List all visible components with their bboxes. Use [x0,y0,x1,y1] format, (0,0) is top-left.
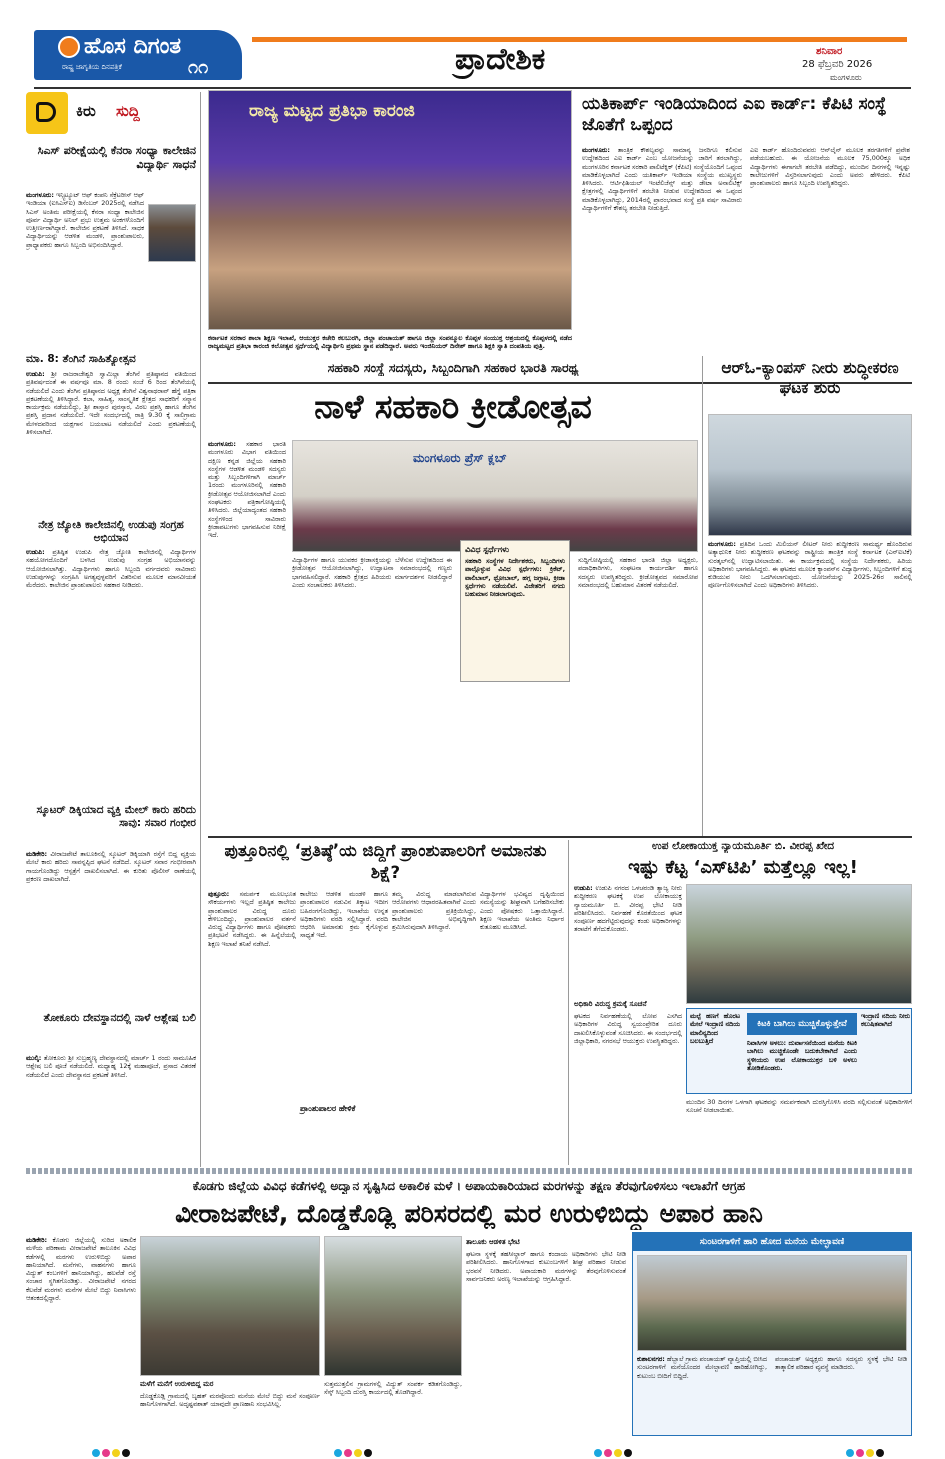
yathi-text-left: ತಾಂತ್ರಿಕ ಕೌಶಲ್ಯವನ್ನು ಸಾಮಾನ್ಯ ಜನರಿಗೂ ಕಲಿಸುವ ಉದ್ದೇಶದಿಂದ ಎಐ ಕಾರ್ಡ್ ಎಂಬ ಯೋಜನೆಯನ್ನು ಜಾರಿಗೆ ತರಲಾಗಿದ್ದು, ಮಂಗಳೂರಿನ ಕರ್ನಾಟಕ ಸರಕಾರಿ ಪಾಲಿಟೆಕ್ನಿಕ್ (ಕೆಪಿಟಿ) ಸಂಸ್ಥೆಯೊಂದಿಗೆ ಒಪ್ಪಂದ ಮಾಡಿಕೊಳ್ಳಲಾಗಿದೆ ಎಂದು ಯತಿಕಾರ್ಪ್ ಇಂಡಿಯಾ ಸಂಸ್ಥೆಯ ಮುಖ್ಯಸ್ಥರು ತಿಳಿಸಿದರು. ಆರ್ಟಿಫಿಶಿಯಲ್ ಇಂಟೆಲಿಜೆನ್ಸ್ ಮತ್ತು ಡೇಟಾ ಅನಾಲಿಟಿಕ್ಸ್ ಕ್ಷೇತ್ರಗಳಲ್ಲಿ ವಿದ್ಯಾರ್ಥಿಗಳಿಗೆ ತರಬೇತಿ ನೀಡುವ ಉದ್ದೇಶದಿಂದ ಈ ಒಪ್ಪಂದ ಮಾಡಿಕೊಳ್ಳಲಾಗಿದ್ದು, 2014ರಲ್ಲಿ ಪ್ರಾರಂಭವಾದ ಸಂಸ್ಥೆ ಪ್ರತಿ ವರ್ಷ ಸಾವಿರಾರು ವಿದ್ಯಾರ್ಥಿಗಳಿಗೆ ಕೌಶಲ್ಯ ತರಬೇತಿ ನೀಡುತ್ತಿದೆ. [582,146,742,213]
kiru-item-1-photo [148,204,196,262]
kodagu-damage-photo-1 [140,1236,320,1376]
mid-column-divider [702,356,703,836]
kiru-suddi-column [26,92,196,1167]
kodagu-damage-photo-2 [324,1236,462,1376]
puttur-body-d: ವಿದ್ಯಾರ್ಥಿಗಳ ಭವಿಷ್ಯದ ದೃಷ್ಟಿಯಿಂದ ಸಮಸ್ಯೆಯನ್ನು ಶೀಘ್ರವಾಗಿ ಬಗೆಹರಿಸಬೇಕು ಎಂದು ಪೋಷಕರು ಒತ್ತಾಯಿಸಿದ್ದಾರೆ. ಶಿಕ್ಷಣ ಇಲಾಖೆಯ ಅಂತಿಮ ನಿರ್ಧಾರ ಕುತೂಹಲ ಮೂಡಿಸಿದೆ. [480,890,564,932]
yathi-body-left [582,146,742,374]
ro-text: ಪ್ರತಿದಿನ ಒಂದು ಮಿಲಿಯನ್ ಲೀಟರ್ ನೀರು ಶುದ್ಧೀಕರಣ ಸಾಮರ್ಥ್ಯ ಹೊಂದಿರುವ ಅತ್ಯಾಧುನಿಕ ನೀರು ಶುದ್ಧೀಕರಣ ಘಟಕವನ್ನು ರಾಷ್ಟ್ರೀಯ ತಾಂತ್ರಿಕ ಸಂಸ್ಥೆ ಕರ್ನಾಟಕ (ಎನ್ಐಟಿಕೆ) ಸುರತ್ಕಲ್‌ನಲ್ಲಿ ಉದ್ಘಾಟಿಸಲಾಯಿತು. ಈ ಕಾರ್ಯಕ್ರಮದಲ್ಲಿ ಸಂಸ್ಥೆಯ ನಿರ್ದೇಶಕರು, ಹಿರಿಯ ಅಧಿಕಾರಿಗಳು ಭಾಗವಹಿಸಿದ್ದರು. ಈ ಘಟಕದ ಮೂಲಕ ಕ್ಯಾಂಪಸ್‌ನ ವಿದ್ಯಾರ್ಥಿಗಳು, ಸಿಬ್ಬಂದಿಗಳಿಗೆ ಶುದ್ಧ ಕುಡಿಯುವ ನೀರು ಒದಗಿಸಲಾಗುವುದು. ಯೋಜನೆಯನ್ನು 2025-26ರ ಸಾಲಿನಲ್ಲಿ ಪೂರ್ಣಗೊಳಿಸಲಾಗಿದೆ ಎಂದು ಅಧಿಕಾರಿಗಳು ತಿಳಿಸಿದರು. [708,540,912,590]
kiru-item-2-text: ಶ್ರೀ ರಾಜರಾಜೇಶ್ವರಿ ಸ್ವಾಮಿಲ್ಲಾ ತೆಂಗಿನೆ ಪ್ರತಿಷ್ಠಾನದ ವತಿಯಿಂದ ಪ್ರತಿವರ್ಷದಂತೆ ಈ ವರ್ಷವೂ ಮಾ. 8 ರಂದು ಸಂಜೆ 6 ರಿಂದ ತೆಂಗಿನೆಯಲ್ಲಿ ನಡೆಯಲಿದೆ ಎಂದು ತೆಂಗಿನ ಪ್ರತಿಷ್ಠಾನದ ಅಧ್ಯಕ್ಷ ತೆಂಗಿನೆ ವಿಶ್ವನಾಥರಾವ್ ಹೆಗ್ಡೆ ಪತ್ರಿಕಾ ಪ್ರಕಟಣೆಯಲ್ಲಿ ತಿಳಿಸಿದ್ದಾರೆ. ಕಲಾ, ಸಾಹಿತ್ಯ, ಸಾಂಸ್ಕೃತಿಕ ಕ್ಷೇತ್ರದ ಸಾಧಕರಿಗೆ ಸನ್ಮಾನ ಕಾರ್ಯಕ್ರಮ ನಡೆಯಲಿದ್ದು, ಶ್ರೀ ಶಾಸ್ತಾರ ಪುರಸ್ಕಾರ, ವಿಠಲ ಪ್ರಶಸ್ತಿ ಹಾಗೂ ತೆಂಗಿನ ಪ್ರಶಸ್ತಿ ಪ್ರದಾನ ನಡೆಯಲಿದೆ. ಇದೇ ಸಂದರ್ಭದಲ್ಲಿ ರಾತ್ರಿ 9.30 ಕ್ಕೆ ಸಾಲಿಗ್ರಾಮ ಮೇಳದವರಿಂದ ಯಕ್ಷಗಾನ ಬಯಲಾಟ ನಡೆಯಲಿದೆ ಎಂದು ಪ್ರಕಟಣೆಯಲ್ಲಿ ತಿಳಿಸಲಾಗಿದೆ. [26,370,196,437]
masthead-divider [34,87,911,89]
section-title: ಪ್ರಾದೇಶಿಕ [455,42,546,77]
stp-box-right: ಇಂದ್ರಾಣಿ ನದಿಯ ನೀರು ಕಲುಷಿತವಾಗಿದೆ [861,1012,910,1029]
lokayukta-dateline: ಉಡುಪಿ: [574,884,593,892]
stp-box-body: ನಿವಾಸಿಗಳ ಅಳಲು: ದುರ್ವಾಸನೆಯಿಂದ ಮನೆಯ ಕಿಟಕಿ ಬಾಗಿಲು ಮುಚ್ಚಿಕೊಂಡೇ ಬದುಕಬೇಕಾಗಿದೆ ಎಂದು ಸ್ಥಳೀಯರು ಉಪ ಲೋಕಾಯುಕ್ತರ ಬಳಿ ಅಳಲು ತೋಡಿಕೊಂಡರು. [747,1039,857,1072]
kiru-item-1-body [26,191,144,343]
kiru-header [26,92,196,134]
kodagu-headline: ವೀರಾಜಪೇಟೆ, ದೊಡ್ಡಕೊಡ್ಲಿ ಪರಿಸರದಲ್ಲಿ ಮರ ಉರುಳಿಬಿದ್ದು ಅಪಾರ ಹಾನಿ [175,1199,763,1228]
puttur-headline: ಪುತ್ತೂರಿನಲ್ಲಿ ‘ಪ್ರತಿಷ್ಠೆ’ಯ ಜಿದ್ದಿಗೆ ಪ್ರಾಂಶುಪಾಲರಿಗೆ ಅಮಾನತು ಶಿಕ್ಷೆ? [224,841,547,882]
kiru-item-3-headline: ನೇತ್ರ ಜ್ಯೋತಿ ಕಾಲೇಜಿನಲ್ಲಿ ಉಡುಪು ಸಂಗ್ರಹ ಅಭಿಯಾನ [38,519,184,544]
sahakara-body-right: ಸುದ್ದಿಗೋಷ್ಠಿಯಲ್ಲಿ ಸಹಕಾರ ಭಾರತಿ ಜಿಲ್ಲಾ ಅಧ್ಯಕ್ಷರು, ಪದಾಧಿಕಾರಿಗಳು, ಸಂಘಟನಾ ಕಾರ್ಯದರ್ಶಿ ಹಾಗೂ ಸದಸ್ಯರು ಉಪಸ್ಥಿತರಿದ್ದರು. ಕ್ರೀಡೋತ್ಸವದ ಸಮಾರೋಪ ಸಮಾರಂಭದಲ್ಲಿ ಬಹುಮಾನ ವಿತರಣೆ ನಡೆಯಲಿದೆ. [578,556,698,589]
kodagu-kicker: ಕೊಡಗು ಜಿಲ್ಲೆಯ ವಿವಿಧ ಕಡೆಗಳಲ್ಲಿ ಅದ್ವಾನ ಸೃಷ್ಟಿಸಿದ ಅಕಾಲಿಕ ಮಳೆ । ಅಪಾಯಕಾರಿಯಾದ ಮರಗಳನ್ನು ತಕ್ಷಣ ತೆರವುಗೊಳಿಸಲು ಇಲಾಖೆಗೆ ಆಗ್ರಹ [192,1179,746,1193]
kiru-item-4-dateline: ಮಡಿಕೇರಿ: [26,850,48,858]
whirlwind-dateline: ಕುಶಾಲನಗರ: [637,1355,665,1363]
vividha-box-title: ವಿವಿಧ ಸ್ಪರ್ಧೆಗಳು [465,545,509,554]
sahakara-text-left: ಸಹಕಾರ ಭಾರತಿ ಮಂಗಳೂರು ವಿಭಾಗ ವತಿಯಿಂದ ದಕ್ಷಿಣ ಕನ್ನಡ ಜಿಲ್ಲೆಯ ಸಹಕಾರಿ ಸಂಸ್ಥೆಗಳ ಆಡಳಿತ ಮಂಡಳಿ ಸದಸ್ಯರು ಮತ್ತು ಸಿಬ್ಬಂದಿಗಳಿಗಾಗಿ ಮಾರ್ಚ್ 1ರಂದು ಮಂಗಳೂರಿನಲ್ಲಿ ಸಹಕಾರಿ ಕ್ರೀಡೋತ್ಸವ ಆಯೋಜಿಸಲಾಗಿದೆ ಎಂದು ಸಂಘಟಕರು ಪತ್ರಿಕಾಗೋಷ್ಠಿಯಲ್ಲಿ ತಿಳಿಸಿದರು. ಜಿಲ್ಲೆಯಾದ್ಯಂತದ ಸಹಕಾರಿ ಸಂಸ್ಥೆಗಳಿಂದ ಸಾವಿರಾರು ಕ್ರೀಡಾಪಟುಗಳು ಭಾಗವಹಿಸುವ ನಿರೀಕ್ಷೆ ಇದೆ. [208,440,286,540]
vividha-box [460,540,570,682]
kiru-item-2-headline: ಮಾ. 8: ತೆಂಗಿನೆ ಸಾಹಿತ್ಯೋತ್ಸವ [26,353,136,365]
kodagu-photo-caption: ಮಳೆಗೆ ಮನೆಗೆ ಉರುಳಿಬಿದ್ದ ಮರ [140,1380,214,1388]
ro-headline: ಆರ್‌ಓ-ಕ್ಯಾಂಪಸ್ ನೀರು ಶುದ್ಧೀಕರಣ ಘಟಕ ಶುರು [721,359,899,397]
photo-banner-text: ರಾಜ್ಯ ಮಟ್ಟದ ಪ್ರತಿಭಾ ಕಾರಂಜಿ [249,101,415,121]
page-number: ೧೧ [188,57,209,78]
kodagu-body-a [26,1236,136,1434]
stp-box-center: ಕಿಟಕಿ ಬಾಗಿಲು ಮುಚ್ಚಿಕೊಳ್ಳುತ್ತೇವೆ [747,1013,857,1035]
issue-day: ಶನಿವಾರ [816,46,843,57]
yathi-dateline: ಮಂಗಳೂರು: [582,146,610,154]
masthead-orange-band [252,37,907,42]
left-column-divider [200,92,201,1167]
lokayukta-body-c: ಮುಂದಿನ 30 ದಿನಗಳ ಒಳಗಾಗಿ ಘಟಕವನ್ನು ಸಮರ್ಪಕವಾಗಿ ದುರಸ್ತಿಗೊಳಿಸಿ ವರದಿ ಸಲ್ಲಿಸುವಂತೆ ಅಧಿಕಾರಿಗಳಿಗೆ ಸೂಚನೆ ನೀಡಲಾಯಿತು. [686,1098,912,1115]
whirlwind-body-b: ಪಂಚಾಯತ್ ಅಧ್ಯಕ್ಷರು ಹಾಗೂ ಸದಸ್ಯರು ಸ್ಥಳಕ್ಕೆ ಭೇಟಿ ನೀಡಿ ತಾತ್ಕಾಲಿಕ ಪರಿಹಾರ ವ್ಯವಸ್ಥೆ ಮಾಡಿದರು. [775,1355,907,1372]
middle-band-divider [208,836,912,838]
kodagu-body-c: ಸುತ್ತಮುತ್ತಲಿನ ಗ್ರಾಮಗಳಲ್ಲಿ ವಿದ್ಯುತ್ ಸಂಪರ್ಕ ಕಡಿತಗೊಂಡಿದ್ದು, ಸೆಸ್ಕ್ ಸಿಬ್ಬಂದಿ ದುರಸ್ತಿ ಕಾರ್ಯದಲ್ಲಿ ತೊಡಗಿದ್ದಾರೆ. [324,1380,462,1397]
kiru-item-4-headline: ಸ್ಕೂಟರ್ ಡಿಕ್ಕಿಯಾದ ವ್ಯಕ್ತಿ ಮೇಲ್ ಕಾರು ಹರಿದು ಸಾವು: ಸವಾರ ಗಂಭೀರ [36,804,196,829]
kiru-label-a: ಕಿರು [76,102,96,120]
sahakara-headline: ನಾಳೆ ಸಹಕಾರಿ ಕ್ರೀಡೋತ್ಸವ [314,387,592,426]
kodagu-subhead: ತಾಲೂಕು ಆಡಳಿತ ಭೇಟಿ [466,1238,520,1246]
kiru-item-4-body [26,850,196,982]
kodagu-body-d: ಘಟನಾ ಸ್ಥಳಕ್ಕೆ ತಹಸೀಲ್ದಾರ್ ಹಾಗೂ ಕಂದಾಯ ಅಧಿಕಾರಿಗಳು ಭೇಟಿ ನೀಡಿ ಪರಿಶೀಲಿಸಿದರು. ಹಾನಿಗೊಳಗಾದ ಕುಟುಂಬಗಳಿಗೆ ಶೀಘ್ರ ಪರಿಹಾರ ನೀಡುವ ಭರವಸೆ ನೀಡಿದರು. ಅಪಾಯಕಾರಿ ಮರಗಳನ್ನು ತೆರವುಗೊಳಿಸುವಂತೆ ಸಾರ್ವಜನಿಕರು ಅರಣ್ಯ ಇಲಾಖೆಯನ್ನು ಆಗ್ರಹಿಸಿದ್ದಾರೆ. [466,1250,626,1283]
kiru-item-5-headline: ತೋಕೂರು ದೇವಸ್ಥಾನದಲ್ಲಿ ನಾಳೆ ಆಶ್ಲೇಷ ಬಲಿ [43,1012,196,1024]
sahakara-kicker-visible: ಸಹಕಾರಿ ಸಂಸ್ಥೆ ಸದಸ್ಯರು, ಸಿಬ್ಬಂದಿಗಾಗಿ ಸಹಕಾರ ಭಾರತಿ ಸಾರಥ್ಯ [327,360,579,375]
kodagu-body-b: ದೊಡ್ಡಕೊಡ್ಲಿ ಗ್ರಾಮದಲ್ಲಿ ಬೃಹತ್ ಮರವೊಂದು ಮನೆಯ ಮೇಲೆ ಬಿದ್ದು ಮನೆ ಸಂಪೂರ್ಣ ಹಾನಿಗೊಳಗಾಗಿದೆ. ಅದೃಷ್ಟವಶಾತ್ ಯಾವುದೇ ಪ್ರಾಣಹಾನಿ ಸಂಭವಿಸಿಲ್ಲ. [140,1392,320,1409]
kiru-item-5-dateline: ಮುಲ್ಕಿ: [26,1054,42,1062]
kiru-item-2-dateline: ಉಡುಪಿ: [26,370,45,378]
kiru-item-3-dateline: ಉಡುಪಿ: [26,548,45,556]
lokayukta-body-b: ಘಟಕದ ನಿರ್ವಹಣೆಯಲ್ಲಿ ಲೋಪ ಎಸಗಿದ ಅಧಿಕಾರಿಗಳ ವಿರುದ್ಧ ಸ್ವಯಂಪ್ರೇರಿತ ದೂರು ದಾಖಲಿಸಿಕೊಳ್ಳುವಂತೆ ಸೂಚಿಸಿದರು. ಈ ಸಂದರ್ಭದಲ್ಲಿ ಜಿಲ್ಲಾಧಿಕಾರಿ, ನಗರಸಭೆ ಆಯುಕ್ತರು ಉಪಸ್ಥಿತರಿದ್ದರು. [574,1012,682,1045]
lokayukta-subhead: ಅಧಿಕಾರಿ ವಿರುದ್ಧ ಕ್ರಮಕ್ಕೆ ಸೂಚನೆ [574,1000,647,1008]
stp-box-left: ಮಲ್ಪೆ ಹಣಗೆ ಹೊರಟ ಮೇಲೆ ಇಂದ್ರಾಣಿ ನದಿಯ ಮಾಲಿನ್ಯದಿಂದ ಬಲಬುತ್ತಿದೆ [690,1012,740,1045]
brand-name: ಹೊಸ ದಿಗಂತ [84,34,182,59]
kiru-item-4-text: ವೀರಾಜಪೇಟೆ ತಾಲೂಕಿನಲ್ಲಿ ಸ್ಕೂಟರ್ ಡಿಕ್ಕಿಯಾಗಿ ರಸ್ತೆಗೆ ಬಿದ್ದ ವ್ಯಕ್ತಿಯ ಮೇಲೆ ಕಾರು ಹರಿದು ಸಾವನ್ನಪ್ಪಿದ ಘಟನೆ ನಡೆದಿದೆ. ಸ್ಕೂಟರ್ ಸವಾರ ಗಂಭೀರವಾಗಿ ಗಾಯಗೊಂಡಿದ್ದು ಆಸ್ಪತ್ರೆಗೆ ದಾಖಲಿಸಲಾಗಿದೆ. ಈ ಕುರಿತು ಪೊಲೀಸ್ ಠಾಣೆಯಲ್ಲಿ ಪ್ರಕರಣ ದಾಖಲಾಗಿದೆ. [26,850,196,883]
issue-date: 28 ಫೆಬ್ರವರಿ 2026 [802,59,873,70]
kiru-item-2-body [26,370,196,510]
puttur-body-c: ತಮ್ಮ ವಿರುದ್ಧ ಮಾಡಲಾಗಿರುವ ಆರೋಪಗಳು ಆಧಾರರಹಿತವಾಗಿವೆ ಎಂದು ಪ್ರಾಂಶುಪಾಲರು ಪ್ರತಿಕ್ರಿಯಿಸಿದ್ದು, ಕಾಲೇಜಿನ ಅಭಿವೃದ್ಧಿಗಾಗಿ ಶ್ರಮಿಸಿರುವುದಾಗಿ ತಿಳಿಸಿದ್ದಾರೆ. [392,890,476,932]
vividha-box-body: ಸಹಕಾರಿ ಸಂಸ್ಥೆಗಳ ನಿರ್ದೇಶಕರು, ಸಿಬ್ಬಂದಿಗಳು ಪಾಲ್ಗೊಳ್ಳುವ ವಿವಿಧ ಸ್ಪರ್ಧೆಗಳು: ಕ್ರಿಕೆಟ್, ವಾಲಿಬಾಲ್, ಥ್ರೋಬಾಲ್, ಹಗ್ಗ ಜಗ್ಗಾಟ, ಕ್ರೀಡಾ ಸ್ಪರ್ಧೆಗಳು ನಡೆಯಲಿವೆ. ವಿಜೇತರಿಗೆ ನಗದು ಬಹುಮಾನ ನೀಡಲಾಗುವುದು. [465,557,565,599]
brand-tagline: ರಾಷ್ಟ್ರ ಜಾಗೃತಿಯ ದಿನಪತ್ರಿಕೆ [62,63,122,71]
kiru-item-3-body [26,548,196,778]
masthead [0,0,945,86]
lamp-logo-icon [58,36,80,58]
kiru-item-3-text: ಪ್ರತಿಷ್ಠಿತ ಉಡುಪಿ ನೇತ್ರ ಜ್ಯೋತಿ ಕಾಲೇಜಿನಲ್ಲಿ ವಿದ್ಯಾರ್ಥಿಗಳ ಸಹಯೋಗದೊಂದಿಗೆ ಬಳಸಿದ ಉಡುಪು ಸಂಗ್ರಹ ಅಭಿಯಾನವನ್ನು ಆಯೋಜಿಸಲಾಗಿತ್ತು. ವಿದ್ಯಾರ್ಥಿಗಳು ಹಾಗೂ ಸಿಬ್ಬಂದಿ ವರ್ಗದವರು ಸಾವಿರಾರು ಉಡುಪುಗಳನ್ನು ಸಂಗ್ರಹಿಸಿ ಅಗತ್ಯವುಳ್ಳವರಿಗೆ ವಿತರಿಸುವ ಮೂಲಕ ಮಾನವೀಯತೆ ಮೆರೆದರು. ಕಾಲೇಜಿನ ಪ್ರಾಂಶುಪಾಲರು ಸಹಕಾರ ನೀಡಿದರು. [26,548,196,590]
kodagu-dateline: ಮಡಿಕೇರಿ: [26,1236,48,1244]
sahakara-dateline: ಮಂಗಳೂರು: [208,440,236,448]
kodagu-top-rule [26,1168,912,1174]
kiru-label-b: ಸುದ್ದಿ [116,102,140,120]
puttur-text-a: ಸಮರ್ಪಕ ಮೂಲಭೂತ ಸೌಕರ್ಯಗಳು ಇಲ್ಲದೆ ಪ್ರತಿಷ್ಠಿತ ಕಾಲೇಜು ಪ್ರಾಂಶುಪಾಲರ ವಿರುದ್ಧ ದೂರು ಕೇಳಿಬಂದಿದ್ದು, ಪ್ರಾಂಶುಪಾಲರ ವರ್ತನೆ ವಿರುದ್ಧ ವಿದ್ಯಾರ್ಥಿಗಳು ಹಾಗೂ ಪೋಷಕರು ಪ್ರತಿಭಟನೆ ನಡೆಸಿದ್ದರು. ಈ ಹಿನ್ನೆಲೆಯಲ್ಲಿ ಶಿಕ್ಷಣ ಇಲಾಖೆ ತನಿಖೆ ನಡೆಸಿದೆ. [208,890,296,948]
sahakara-body-mid: ವಿದ್ಯಾರ್ಥಿಗಳ ಹಾಗೂ ಯುವಕರ ಕ್ರೀಡಾಸಕ್ತಿಯನ್ನು ಬೆಳೆಸುವ ಉದ್ದೇಶದಿಂದ ಈ ಕ್ರೀಡೋತ್ಸವ ಆಯೋಜಿಸಲಾಗಿದ್ದು, ಉದ್ಘಾಟನಾ ಸಮಾರಂಭದಲ್ಲಿ ಗಣ್ಯರು ಭಾಗವಹಿಸಲಿದ್ದಾರೆ. ಸಹಕಾರಿ ಕ್ಷೇತ್ರದ ಹಿರಿಯರು ಮಾರ್ಗದರ್ಶನ ನೀಡಲಿದ್ದಾರೆ ಎಂದು ಸಂಚಾಲಕರು ತಿಳಿಸಿದರು. [292,556,452,589]
lokayukta-headline: ಇಷ್ಟು ಕೆಟ್ಟ ‘ಎಸ್‌ಟಿಪಿ’ ಮತ್ತೆಲ್ಲೂ ಇಲ್ಲ! [628,857,858,878]
whirlwind-text-a: ಹೆಬ್ಬಾಲೆ ಗ್ರಾಮ ಪಂಚಾಯತ್ ವ್ಯಾಪ್ತಿಯಲ್ಲಿ ಬೀಸಿದ ಸುಂಟರಗಾಳಿಗೆ ಮನೆಯೊಂದರ ಮೇಲ್ಛಾವಣಿ ಹಾರಿಹೋಗಿದ್ದು, ಕುಟುಂಬ ಬೀದಿಗೆ ಬಿದ್ದಿದೆ. [637,1355,767,1380]
stp-inspection-photo [686,884,912,1004]
lokayukta-kicker: ಉಪ ಲೋಕಾಯುಕ್ತ ನ್ಯಾಯಮೂರ್ತಿ ಬಿ. ವೀರಪ್ಪ ಖೇದ [651,840,835,852]
pratibha-karanji-caption: ಕರ್ನಾಟಕ ಸರಕಾರ ಶಾಲಾ ಶಿಕ್ಷಣ ಇಲಾಖೆ, ಆಯುಕ್ತರ ಕಚೇರಿ ಕಲಬುರಗಿ, ಜಿಲ್ಲಾ ಪಂಚಾಯತ್ ಹಾಗೂ ಜಿಲ್ಲಾ ಸಂಪನ್ಮೂಲ ಕೊಪ್ಪಳ ಸಂಯುಕ್ತ ಆಶ್ರಯದಲ್ಲಿ ಕೊಪ್ಪಳದಲ್ಲಿ ನಡೆದ ರಾಜ್ಯಮಟ್ಟದ ಪ್ರತಿಭಾ ಕಾರಂಜಿ ಕಲೋತ್ಸವ ಸ್ಪರ್ಧೆಯಲ್ಲಿ ವಿದ್ಯಾರ್ಥಿನಿ ಪ್ರಥಮ ಸ್ಥಾನ ಪಡೆದಿದ್ದಾರೆ. ಅವರು ಇಂಜಿನಿಯರ್ ದಿನೇಶ್ ಹಾಗೂ ಶಿಕ್ಷಕಿ ಸ್ವಾತಿ ದಂಪತಿಯ ಪುತ್ರಿ. [208,334,572,351]
puttur-subhead: ಪ್ರಾಂಶುಪಾಲರ ಹೇಳಿಕೆ [300,1104,356,1113]
lokayukta-text-a: ಉಡುಪಿ ನಗರದ ಒಳಚರಂಡಿ ತ್ಯಾಜ್ಯ ನೀರು ಶುದ್ಧೀಕರಣ ಘಟಕಕ್ಕೆ ಉಪ ಲೋಕಾಯುಕ್ತ ನ್ಯಾಯಮೂರ್ತಿ ಬಿ. ವೀರಪ್ಪ ಭೇಟಿ ನೀಡಿ ಪರಿಶೀಲಿಸಿದರು. ನಿರ್ವಹಣೆ ಕೊರತೆಯಿಂದ ಘಟಕ ಸಂಪೂರ್ಣ ಹದಗೆಟ್ಟಿರುವುದನ್ನು ಕಂಡು ಅಧಿಕಾರಿಗಳನ್ನು ತರಾಟೆಗೆ ತೆಗೆದುಕೊಂಡರು. [574,884,682,934]
kiru-item-5-text: ತೋಕೂರು ಶ್ರೀ ಸುಬ್ರಹ್ಮಣ್ಯ ದೇವಸ್ಥಾನದಲ್ಲಿ ಮಾರ್ಚ್ 1 ರಂದು ಸಾಮೂಹಿಕ ಆಶ್ಲೇಷ ಬಲಿ ಪೂಜೆ ನಡೆಯಲಿದೆ. ಮಧ್ಯಾಹ್ನ 12ಕ್ಕೆ ಮಹಾಪೂಜೆ, ಪ್ರಸಾದ ವಿತರಣೆ ನಡೆಯಲಿದೆ ಎಂದು ದೇವಸ್ಥಾನದ ಪ್ರಕಟಣೆ ತಿಳಿಸಿದೆ. [26,1054,196,1079]
color-registration-marks [0,1442,945,1454]
ro-body [708,540,912,830]
sahakara-press-photo [292,440,698,552]
ro-dateline: ಮಂಗಳೂರು: [708,540,736,548]
whirlwind-body-a [637,1355,767,1433]
issue-city: ಮಂಗಳೂರು [830,73,862,82]
yathi-body-right: ಎಐ ಕಾರ್ಡ್ ಹೊಂದಿರುವವರು ಆನ್‌ಲೈನ್ ಮೂಲಕ ತರಗತಿಗಳಿಗೆ ಪ್ರವೇಶ ಪಡೆಯಬಹುದು. ಈ ಯೋಜನೆಯ ಮೂಲಕ 75,000ಕ್ಕೂ ಅಧಿಕ ವಿದ್ಯಾರ್ಥಿಗಳು ಈಗಾಗಲೇ ತರಬೇತಿ ಪಡೆದಿದ್ದು, ಮುಂದಿನ ದಿನಗಳಲ್ಲಿ ಇನ್ನಷ್ಟು ಕಾಲೇಜುಗಳಿಗೆ ವಿಸ್ತರಿಸಲಾಗುವುದು ಎಂದು ಅವರು ಹೇಳಿದರು. ಕೆಪಿಟಿ ಪ್ರಾಂಶುಪಾಲರು ಹಾಗೂ ಸಿಬ್ಬಂದಿ ಉಪಸ್ಥಿತರಿದ್ದರು. [750,146,910,188]
pratibha-karanji-photo [208,90,572,330]
kiru-item-1-headline: ಸಿಎಸ್ ಪರೀಕ್ಷೆಯಲ್ಲಿ ಕೆನರಾ ಸಂಧ್ಯಾ ಕಾಲೇಜಿನ ವಿದ್ಯಾರ್ಥಿ ಸಾಧನೆ [37,144,196,171]
sahakara-body-left [208,440,286,830]
kiru-item-5-body [26,1054,196,1164]
press-club-banner: ಮಂಗಳೂರು ಪ್ರೆಸ್ ಕ್ಲಬ್ [413,451,507,465]
kodagu-text-a: ಕೊಡಗು ಜಿಲ್ಲೆಯಲ್ಲಿ ಸುರಿದ ಅಕಾಲಿಕ ಮಳೆಯ ಪರಿಣಾಮ ವೀರಾಜಪೇಟೆ ತಾಲೂಕಿನ ವಿವಿಧ ಕಡೆಗಳಲ್ಲಿ ಮರಗಳು ಉರುಳಿಬಿದ್ದು ಅಪಾರ ಹಾನಿಯಾಗಿದೆ. ಮನೆಗಳು, ವಾಹನಗಳು ಹಾಗೂ ವಿದ್ಯುತ್ ಕಂಬಗಳಿಗೆ ಹಾನಿಯಾಗಿದ್ದು, ಹಲವೆಡೆ ರಸ್ತೆ ಸಂಚಾರ ಸ್ಥಗಿತಗೊಂಡಿತ್ತು. ವೀರಾಜಪೇಟೆ ನಗರದ ಕೆಲವೆಡೆ ಮರಗಳು ಮನೆಗಳ ಮೇಲೆ ಬಿದ್ದು ನಿವಾಸಿಗಳು ಆತಂಕದಲ್ಲಿದ್ದಾರೆ. [26,1236,136,1303]
lower-column-divider [568,840,569,1165]
puttur-body-a [208,890,296,1162]
kiru-item-1-dateline: ಮಂಗಳೂರು: [26,191,54,199]
whirlwind-box-title: ಸುಂಟರಗಾಳಿಗೆ ಹಾರಿ ಹೋದ ಮನೆಯ ಮೇಲ್ಛಾವಣಿ [633,1233,911,1251]
kiru-item-1-text: ಇನ್ಸ್ಟಿಟ್ಯೂಟ್ ಆಫ್ ಕಂಪನಿ ಸೆಕ್ರೆಟರೀಸ್ ಆಫ್ ಇಂಡಿಯಾ (ಐಸಿಎಸ್ಐ) ಡಿಸೆಂಬರ್ 2025ರಲ್ಲಿ ನಡೆಸಿದ ಸಿಎಸ್ ಅಂತಿಮ ಪರೀಕ್ಷೆಯಲ್ಲಿ ಕೆನರಾ ಸಂಧ್ಯಾ ಕಾಲೇಜಿನ ಪೂರ್ವ ವಿದ್ಯಾರ್ಥಿ ಅನಿಲ್ ಪ್ರಭು ಉತ್ತಮ ಅಂಕಗಳೊಂದಿಗೆ ಉತ್ತೀರ್ಣರಾಗಿದ್ದಾರೆ. ಕಾಲೇಜಿನ ಪ್ರಕಟಣೆ ತಿಳಿಸಿದೆ. ಸಾಧಕ ವಿದ್ಯಾರ್ಥಿಯನ್ನು ಆಡಳಿತ ಮಂಡಳಿ, ಪ್ರಾಂಶುಪಾಲರು, ಪ್ರಾಧ್ಯಾಪಕರು ಹಾಗೂ ಸಿಬ್ಬಂದಿ ಅಭಿನಂದಿಸಿದ್ದಾರೆ. [26,191,144,249]
whirlwind-box [632,1232,912,1436]
ro-plant-photo [708,414,912,536]
yathi-headline: ಯತಿಕಾರ್ಪ್ ಇಂಡಿಯಾದಿಂದ ಎಐ ಕಾರ್ಡ್: ಕೆಪಿಟಿ ಸಂಸ್ಥೆ ಜೊತೆಗೆ ಒಪ್ಪಂದ [582,94,887,135]
stp-residents-box [686,1008,912,1094]
puttur-body-b: ಕಾಲೇಜು ಆಡಳಿತ ಮಂಡಳಿ ಹಾಗೂ ಪ್ರಾಂಶುಪಾಲರ ನಡುವಿನ ತಿಕ್ಕಾಟ ಇದೀಗ ಬಹಿರಂಗಗೊಂಡಿದ್ದು, ಇಲಾಖೆಯ ಉನ್ನತ ಅಧಿಕಾರಿಗಳು ವರದಿ ಸಲ್ಲಿಸಿದ್ದಾರೆ. ವರದಿ ಆಧರಿಸಿ ಅಮಾನತು ಕ್ರಮ ಕೈಗೊಳ್ಳುವ ಸಾಧ್ಯತೆ ಇದೆ. [300,890,388,940]
whirlwind-photo [637,1255,907,1351]
puttur-dateline: ಪುತ್ತೂರು: [208,890,230,898]
